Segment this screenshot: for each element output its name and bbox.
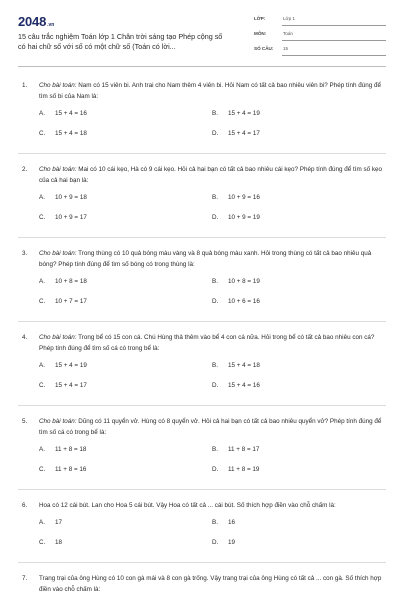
question-list — [0, 80, 400, 595]
option-letter: D. — [212, 539, 219, 546]
question-text — [39, 500, 387, 511]
option-letter: C. — [39, 539, 46, 546]
answer-option[interactable] — [39, 518, 62, 528]
question-item — [0, 248, 400, 322]
question-item — [0, 332, 400, 406]
option-letter: B. — [212, 519, 218, 526]
answer-options — [39, 275, 387, 317]
option-text: 11 + 8 = 18 — [55, 446, 87, 453]
option-text: 10 + 7 = 17 — [55, 298, 87, 305]
answer-option[interactable] — [212, 109, 260, 119]
option-text: 10 + 9 = 19 — [228, 214, 260, 221]
option-text: 15 + 4 = 16 — [55, 110, 87, 117]
question-divider — [18, 321, 386, 322]
option-letter: A. — [39, 110, 45, 117]
meta-value: Lớp 1 — [283, 16, 295, 21]
question-text — [39, 332, 387, 354]
question-divider — [18, 405, 386, 406]
option-letter: C. — [39, 298, 46, 305]
answer-option[interactable] — [39, 129, 87, 139]
question-number: 4. — [22, 334, 28, 341]
answer-option[interactable] — [39, 538, 62, 548]
header-divider — [18, 66, 386, 67]
question-item — [0, 164, 400, 238]
option-letter: D. — [212, 130, 219, 137]
meta-label: MÔN: — [254, 31, 267, 36]
option-text: 10 + 9 = 17 — [55, 214, 87, 221]
meta-label: LỚP: — [254, 16, 266, 21]
question-number: 3. — [22, 250, 28, 257]
meta-info — [254, 14, 386, 59]
question-divider — [18, 489, 386, 490]
question-text — [39, 248, 387, 270]
meta-underline — [282, 55, 386, 56]
question-text — [39, 416, 387, 438]
option-text: 10 + 9 = 16 — [228, 194, 260, 201]
meta-row-subject — [254, 29, 386, 44]
logo-text: 2048 — [18, 14, 47, 29]
option-letter: B. — [212, 194, 218, 201]
answer-options — [39, 443, 387, 485]
question-tag: Cho bài toán: — [39, 250, 77, 257]
answer-option[interactable] — [39, 381, 87, 391]
question-tag: Cho bài toán: — [39, 166, 77, 173]
answer-options — [39, 191, 387, 233]
option-letter: C. — [39, 130, 46, 137]
answer-option[interactable] — [212, 465, 259, 475]
answer-options — [39, 359, 387, 401]
meta-row-class — [254, 14, 386, 29]
logo-suffix: .vn — [47, 22, 55, 28]
option-text: 15 + 4 = 19 — [228, 110, 260, 117]
answer-option[interactable] — [39, 213, 87, 223]
option-text: 19 — [228, 539, 236, 546]
option-text: 15 + 4 = 17 — [228, 130, 260, 137]
answer-option[interactable] — [39, 193, 87, 203]
option-text: 15 + 4 = 18 — [228, 362, 260, 369]
option-text: 15 + 4 = 16 — [228, 382, 260, 389]
option-letter: A. — [39, 446, 45, 453]
answer-options — [39, 516, 387, 558]
meta-label: SỐ CÂU: — [254, 46, 274, 51]
question-body: Trong thùng có 10 quả bóng màu vàng và 8 quả bóng màu xanh. Hỏi trong thùng có tất cả bao nhiêu quả bóng? Phép tính đúng để tìm số bóng có trong thùng là: — [39, 250, 372, 268]
answer-option[interactable] — [212, 297, 260, 307]
answer-option[interactable] — [212, 361, 260, 371]
option-letter: C. — [39, 382, 46, 389]
option-text: 10 + 8 = 18 — [55, 278, 87, 285]
answer-option[interactable] — [212, 518, 235, 528]
option-letter: D. — [212, 382, 219, 389]
question-tag: Cho bài toán: — [39, 418, 77, 425]
answer-option[interactable] — [39, 297, 87, 307]
option-text: 15 + 4 = 17 — [55, 382, 87, 389]
document-title: 15 câu trắc nghiệm Toán lớp 1 Chân trời sáng tạo Phép cộng số có hai chữ số với số có một chữ số (Toán có lời... — [18, 32, 223, 51]
option-letter: D. — [212, 214, 219, 221]
option-letter: B. — [212, 446, 218, 453]
question-divider — [18, 237, 386, 238]
question-number: 6. — [22, 502, 28, 509]
option-letter: B. — [212, 362, 218, 369]
option-letter: A. — [39, 519, 45, 526]
question-item — [0, 573, 400, 595]
answer-option[interactable] — [212, 277, 260, 287]
option-letter: B. — [212, 278, 218, 285]
question-body: Trang trại của ông Hùng có 10 con gà mái và 8 con gà trống. Vậy trang trại của ông Hùng có tất cả ... con gà. Số thích hợp điền vào chỗ chấm là: — [39, 575, 382, 593]
option-text: 11 + 8 = 17 — [228, 446, 260, 453]
option-text: 11 + 8 = 16 — [55, 466, 87, 473]
option-letter: A. — [39, 194, 45, 201]
meta-underline — [282, 40, 386, 41]
option-letter: C. — [39, 466, 46, 473]
question-tag: Cho bài toán: — [39, 334, 77, 341]
meta-row-count — [254, 44, 386, 59]
question-item — [0, 416, 400, 490]
question-body: Dũng có 11 quyển vở. Hùng có 8 quyển vở. Hỏi cả hai bạn có tất cả bao nhiêu quyển vở? Phép tính đúng để tìm số cá có trong bể là: — [39, 418, 382, 436]
option-letter: C. — [39, 214, 46, 221]
header — [0, 0, 400, 66]
answer-options — [39, 107, 387, 149]
answer-option[interactable] — [39, 361, 87, 371]
question-body: Trong bể có 15 con cá. Chú Hùng thả thêm vào bể 4 con cá nữa. Hỏi trong bể có tất cả bao nhiêu con cá? Phép tính đúng để tìm số cá có trong bể là: — [39, 334, 375, 352]
option-text: 18 — [55, 539, 63, 546]
question-body: Mai có 10 cái kẹo, Hà có 9 cái kẹo. Hỏi cả hai bạn có tất cả bao nhiêu cái kẹo? Phép tính đúng để tìm số kẹo của cả hai bạn là: — [39, 166, 383, 184]
option-text: 11 + 8 = 19 — [228, 466, 260, 473]
question-body: Nam có 15 viên bi. Anh trai cho Nam thêm 4 viên bi. Hỏi Nam có tất cả bao nhiêu viên bi? Phép tính đúng để tìm số bi của Nam là: — [39, 82, 381, 100]
meta-underline — [282, 25, 386, 26]
answer-option[interactable] — [212, 129, 260, 139]
answer-option[interactable] — [39, 109, 87, 119]
option-text: 10 + 9 = 18 — [55, 194, 87, 201]
answer-option[interactable] — [212, 193, 260, 203]
question-body: Hoa có 12 cái bút. Lan cho Hoa 5 cái bút. Vậy Hoa có tất cả ... cái bút. Số thích hợp điền vào chỗ chấm là: — [39, 502, 336, 509]
question-divider — [18, 153, 386, 154]
question-text — [39, 164, 387, 186]
option-letter: B. — [212, 110, 218, 117]
answer-option[interactable] — [39, 465, 86, 475]
answer-option[interactable] — [212, 381, 260, 391]
site-logo[interactable] — [18, 14, 54, 30]
question-number: 5. — [22, 418, 28, 425]
option-letter: A. — [39, 278, 45, 285]
meta-value: 15 — [283, 46, 289, 51]
answer-option[interactable] — [39, 445, 86, 455]
option-text: 10 + 8 = 19 — [228, 278, 260, 285]
option-text: 10 + 6 = 16 — [228, 298, 260, 305]
option-letter: D. — [212, 466, 219, 473]
question-text — [39, 80, 387, 102]
question-number: 2. — [22, 166, 28, 173]
question-divider — [18, 562, 386, 563]
question-tag: Cho bài toán: — [39, 82, 77, 89]
question-item — [0, 80, 400, 154]
answer-option[interactable] — [212, 538, 235, 548]
question-number: 7. — [22, 575, 28, 582]
answer-option[interactable] — [39, 277, 87, 287]
meta-value: Toán — [283, 31, 293, 36]
answer-option[interactable] — [212, 445, 259, 455]
option-text: 15 + 4 = 19 — [55, 362, 87, 369]
option-letter: D. — [212, 298, 219, 305]
question-number: 1. — [22, 82, 28, 89]
option-letter: A. — [39, 362, 45, 369]
option-text: 17 — [55, 519, 63, 526]
option-text: 16 — [228, 519, 236, 526]
question-item — [0, 500, 400, 563]
option-text: 15 + 4 = 18 — [55, 130, 87, 137]
answer-option[interactable] — [212, 213, 260, 223]
question-text — [39, 573, 387, 595]
